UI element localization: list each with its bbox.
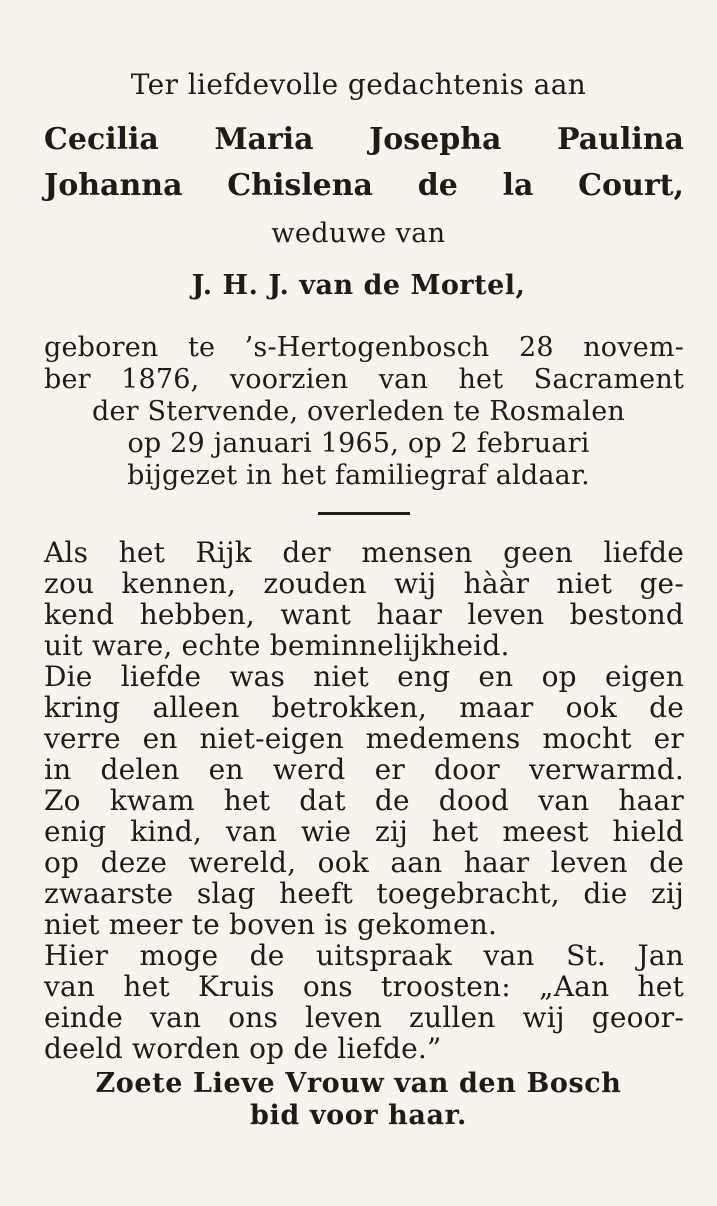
bio-line: ber 1876, voorzien van het Sacrament <box>44 364 684 395</box>
widow-of-line: weduwe van <box>271 218 446 249</box>
bio-line: op 29 januari 1965, op 2 februari <box>127 428 590 459</box>
text-line: Die liefde was niet eng en op eigen <box>44 660 684 693</box>
text-line: niet meer te boven is gekomen. <box>44 908 498 941</box>
deceased-name-line-1: Cecilia Maria Josepha Paulina <box>44 122 684 157</box>
text-line: enig kind, van wie zij het meest hield <box>44 815 684 848</box>
text-line: zwaarste slag heeft toegebracht, die zij <box>44 877 684 910</box>
deceased-name-line-2: Johanna Chislena de la Court, <box>44 168 684 203</box>
text-line: kend hebben, want haar leven bestond <box>44 598 684 631</box>
section-divider <box>318 512 410 515</box>
text-line: uit ware, echte beminnelijkheid. <box>44 629 510 662</box>
closing-prayer-line-2: bid voor haar. <box>250 1100 467 1131</box>
text-line: verre en niet-eigen medemens mocht er <box>44 722 684 755</box>
text-line: deeld worden op de liefde.” <box>44 1032 442 1065</box>
bio-line: geboren te ’s-Hertogenbosch 28 novem- <box>44 332 684 363</box>
text-line: van het Kruis ons troosten: „Aan het <box>44 970 684 1003</box>
text-line: Hier moge de uitspraak van St. Jan <box>44 939 684 972</box>
text-line: zou kennen, zouden wij hààr niet ge- <box>44 567 684 600</box>
text-line: kring alleen betrokken, maar ook de <box>44 691 684 724</box>
intro-line: Ter liefdevolle gedachtenis aan <box>130 68 587 101</box>
husband-name: J. H. J. van de Mortel, <box>191 270 526 301</box>
text-line: Als het Rijk der mensen geen liefde <box>44 536 684 569</box>
text-line: einde van ons leven zullen wij geoor- <box>44 1001 684 1034</box>
bio-line: bijgezet in het familiegraf aldaar. <box>127 460 590 491</box>
text-line: Zo kwam het dat de dood van haar <box>44 784 684 817</box>
text-line: in delen en werd er door verwarmd. <box>44 753 684 786</box>
bio-line: der Stervende, overleden te Rosmalen <box>91 396 626 427</box>
closing-prayer-line-1: Zoete Lieve Vrouw van den Bosch <box>95 1068 622 1099</box>
text-line: op deze wereld, ook aan haar leven de <box>44 846 684 879</box>
